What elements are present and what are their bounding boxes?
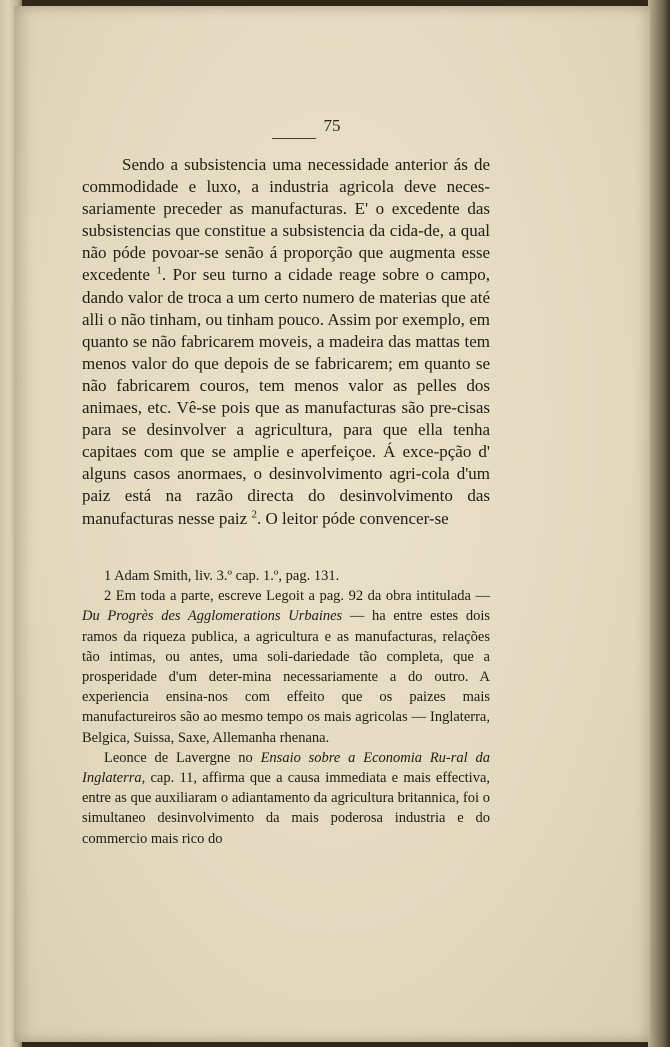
- main-text-part-a: Sendo a subsistencia uma necessidade anterior ás de commodidade e luxo, a industria agricola deve neces-sariamente preceder as manufacturas. E' o excedente das subsistencias que constitue a subsistencia da cida-de, a qual não póde povoar-se senão á proporção que augmenta esse excedente: [82, 155, 490, 285]
- footnote-2-title: Du Progrès des Agglomerations Urbaines: [82, 608, 343, 625]
- footnote-3-part-a: Leonce de Lavergne no: [104, 749, 253, 766]
- footnote-1: 1 Adam Smith, liv. 3.º cap. 1.º, pag. 131.: [104, 568, 340, 584]
- footnotes: [82, 566, 490, 849]
- footnote-2-part-b: — ha entre estes dois ramos da riqueza publica, a agricultura e as manufacturas, relações tão intimas, ou antes, uma soli-dariedade tão completa, que a prosperidade d'um deter-mina necessariamente a do outro. A experiencia ensina-nos com effeito que os paizes mais manufactureiros são ao mesmo tempo os mais agricolas — Inglaterra, Belgica, Suissa, Saxe, Allemanha rhenana.: [82, 608, 490, 746]
- footnote-2: [82, 586, 490, 748]
- page-number: 75: [323, 116, 341, 135]
- main-text-part-c: . O leitor póde convencer-se: [256, 508, 449, 528]
- main-text: [82, 154, 490, 530]
- main-paragraph: [82, 154, 490, 530]
- book-right-edge: [648, 0, 670, 1047]
- page-number-rule: [272, 138, 316, 139]
- footnote-ref-2[interactable]: 2: [251, 507, 257, 520]
- footnote-3: [82, 748, 490, 849]
- footnote-2-part-a: 2 Em toda a parte, escreve Legoit a pag. 92 da obra intitulada —: [104, 588, 490, 605]
- footnote-3-title: Ensaio sobre a Economia Ru-ral da Inglaterra,: [82, 749, 490, 787]
- footnote-3-part-b: cap. 11, affirma que a causa immediata e mais effectiva, entre as que auxiliaram o adiantamento da agricultura britannica, foi o simultaneo desinvolvimento da mais poderosa industria e do commercio mais rico do: [82, 770, 491, 847]
- main-text-part-b: . Por seu turno a cidade reage sobre o campo, dando valor de troca a um certo numero de materias que até alli o não tinham, ou tinham pouco. Assim por exemplo, em quanto se não fabricarem moveis, a madeira das mattas tem menos valor do que depois de se fabricarem; em quanto se não fabricarem couros, tem menos valor as pelles dos animaes, etc. Vê-se pois que as manufacturas são pre-cisas para se desinvolver a agricultura, para que ella tenha capitaes com que se amplie e aperfeiçoe. Á exce-pção d' alguns casos anormaes, o desinvolvimento agri-cola d'um paiz está na razão directa do desinvolvimento das manufacturas nesse paiz: [82, 265, 491, 528]
- page-sheet: [14, 6, 650, 1042]
- footnote-ref-1[interactable]: 1: [156, 264, 162, 277]
